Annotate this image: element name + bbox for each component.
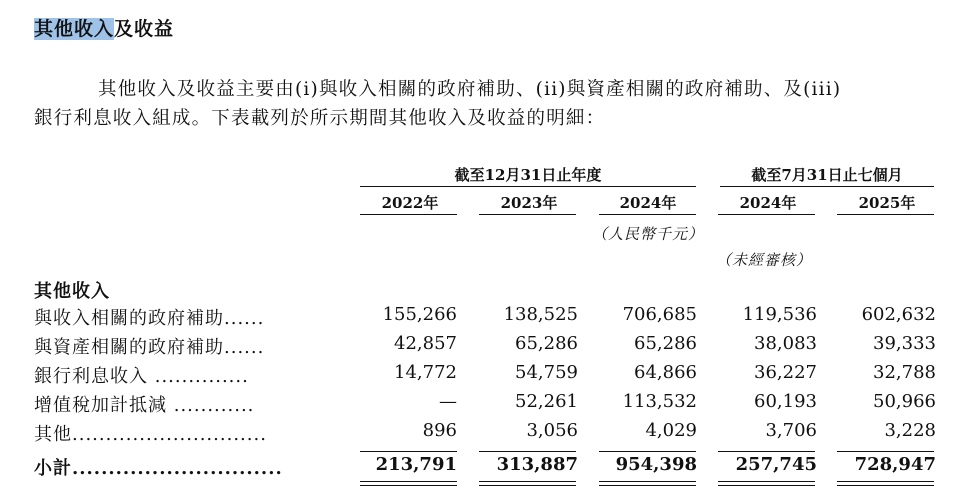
cell-value: 64,866 <box>634 362 697 383</box>
subtotal-row <box>0 454 960 484</box>
cell-value: 65,286 <box>515 333 578 354</box>
year-rule-1 <box>360 214 457 215</box>
section-heading <box>34 14 174 41</box>
cell-value: 42,857 <box>394 333 457 354</box>
cell-value: 3,706 <box>765 420 817 441</box>
cell-value: 39,333 <box>873 333 936 354</box>
group-header-seven-months: 截至7月31日止七個月 <box>751 166 903 184</box>
subtotal-label: 小計............................. <box>34 458 283 479</box>
double-underline <box>837 485 934 486</box>
cell-value: 52,261 <box>515 391 578 412</box>
row-label: 增值稅加計抵減 ............ <box>34 395 255 416</box>
year-header-5: 2025年 <box>858 194 916 212</box>
cell-value: 54,759 <box>515 362 578 383</box>
double-underline <box>599 485 696 486</box>
row-label: 銀行利息收入 .............. <box>34 366 249 387</box>
cell-value: 4,029 <box>645 420 697 441</box>
cell-value: 3,056 <box>526 420 578 441</box>
group-rule-2 <box>720 186 934 187</box>
row-label: 與資產相關的政府補助...... <box>34 337 265 358</box>
table-row <box>0 362 960 392</box>
table-row <box>0 304 960 334</box>
double-underline <box>360 485 457 486</box>
year-rule-4 <box>718 214 815 215</box>
year-rule-5 <box>837 214 934 215</box>
double-underline <box>718 481 815 482</box>
group-header-year-ended: 截至12月31日止年度 <box>454 166 602 184</box>
double-underline <box>718 485 815 486</box>
subtotal-top-rule <box>837 451 934 452</box>
cell-value: 3,228 <box>884 420 936 441</box>
row-label: 其他............................. <box>34 424 267 445</box>
section-label: 其他收入 <box>34 281 110 302</box>
cell-value: 60,193 <box>754 391 817 412</box>
subtotal-top-rule <box>479 451 576 452</box>
double-underline <box>599 481 696 482</box>
double-underline <box>479 485 576 486</box>
subtotal-top-rule <box>360 451 457 452</box>
cell-value: 14,772 <box>394 362 457 383</box>
unit-note: （人民幣千元） <box>592 225 705 243</box>
heading-rest: 及收益 <box>114 18 175 40</box>
double-underline <box>360 481 457 482</box>
subtotal-value: 954,398 <box>615 454 697 475</box>
cell-value: 36,227 <box>754 362 817 383</box>
subtotal-value: 213,791 <box>375 454 457 475</box>
cell-value: 896 <box>422 420 457 441</box>
subtotal-top-rule <box>718 451 815 452</box>
table-row <box>0 391 960 421</box>
cell-value: — <box>439 391 457 412</box>
row-label: 與收入相關的政府補助...... <box>34 308 265 329</box>
cell-value: 50,966 <box>873 391 936 412</box>
unaudited-note: （未經審核） <box>716 251 813 269</box>
cell-value: 65,286 <box>634 333 697 354</box>
paragraph-line-1: 其他收入及收益主要由(i)與收入相關的政府補助、(ii)與資產相關的政府補助、及(iii) <box>98 79 842 100</box>
table-row <box>0 333 960 363</box>
highlighted-text: 其他收入 <box>34 18 115 40</box>
subtotal-value: 257,745 <box>735 454 817 475</box>
cell-value: 155,266 <box>382 304 457 325</box>
cell-value: 602,632 <box>861 304 936 325</box>
subtotal-value: 313,887 <box>496 454 578 475</box>
cell-value: 32,788 <box>873 362 936 383</box>
subtotal-top-rule <box>599 451 696 452</box>
cell-value: 138,525 <box>503 304 578 325</box>
year-header-1: 2022年 <box>381 194 439 212</box>
paragraph-line-2: 銀行利息收入組成。下表載列於所示期間其他收入及收益的明細： <box>34 108 606 129</box>
year-rule-2 <box>479 214 576 215</box>
double-underline <box>837 481 934 482</box>
year-rule-3 <box>599 214 696 215</box>
cell-value: 119,536 <box>742 304 817 325</box>
cell-value: 38,083 <box>754 333 817 354</box>
subtotal-value: 728,947 <box>854 454 936 475</box>
double-underline <box>479 481 576 482</box>
group-rule-1 <box>360 186 696 187</box>
year-header-2: 2023年 <box>500 194 558 212</box>
cell-value: 113,532 <box>622 391 697 412</box>
year-header-4: 2024年 <box>739 194 797 212</box>
cell-value: 706,685 <box>622 304 697 325</box>
table-row <box>0 420 960 450</box>
year-header-3: 2024年 <box>619 194 677 212</box>
